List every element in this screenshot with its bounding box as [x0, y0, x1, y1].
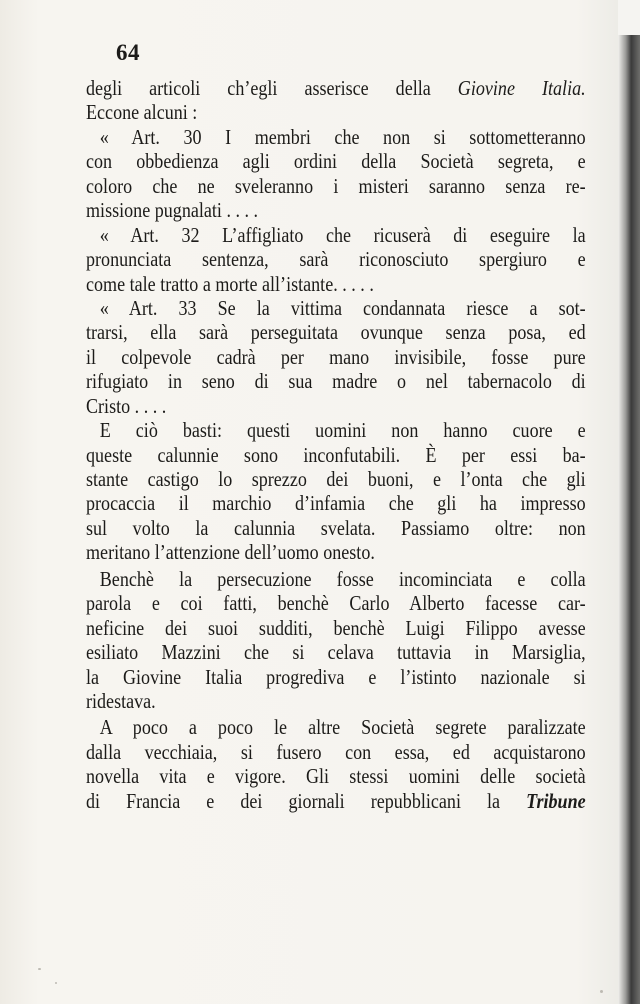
text-line: dalla vecchiaia, si fusero con essa, ed acquistarono: [86, 739, 586, 764]
paragraph-6: [86, 567, 586, 714]
text-line: E ciò basti: questi uomini non hanno cuore e: [99, 418, 586, 443]
text-line: trarsi, ella sarà perseguitata ovunque senza posa, ed: [86, 320, 586, 345]
text-line: coloro che ne sveleranno i misteri saranno senza re-: [86, 173, 586, 198]
text-line: Eccone alcuni :: [86, 100, 198, 125]
text-line: stante castigo lo sprezzo dei buoni, e l’onta che gli: [86, 467, 586, 491]
paragraph-5: [86, 418, 586, 565]
text-line: con obbedienza agli ordini della Società segreta, e: [86, 149, 586, 174]
text-line: A poco a poco le altre Società segrete paralizzate: [99, 715, 586, 740]
text-line: sul volto la calunnia svelata. Passiamo oltre: non: [86, 515, 586, 540]
page-edge-shadow: [618, 0, 640, 1004]
page-body-text: [86, 76, 586, 813]
text-line: parola e coi fatti, benchè Carlo Alberto facesse car-: [86, 591, 586, 616]
text-line: Benchè la persecuzione fosse incominciata e colla: [99, 566, 586, 591]
paragraph-4: [86, 296, 586, 418]
text-line: meritano l’attenzione dell’uomo onesto.: [86, 540, 375, 565]
paper-speck: [55, 982, 57, 984]
text-line: esiliato Mazzini che si celava tuttavia in Marsiglia,: [86, 640, 586, 665]
text-line: Cristo . . . .: [86, 393, 167, 418]
text-line: queste calunnie sono inconfutabili. È per essi ba-: [86, 442, 586, 467]
text-line: neficine dei suoi sudditi, benchè Luigi Filippo avesse: [86, 615, 586, 640]
text-line: pronunciata sentenza, sarà riconosciuto spergiuro e: [86, 247, 586, 272]
text-line: come tale tratto a morte all’istante. . . . .: [86, 271, 374, 296]
paper-speck: [38, 968, 41, 970]
paragraph-3: [86, 223, 586, 296]
text-line: procaccia il marchio d’infamia che gli ha impresso: [86, 491, 586, 516]
italic-title: Giovine Italia.: [457, 76, 586, 100]
text-line: il colpevole cadrà per mano invisibile, fosse pure: [86, 344, 586, 369]
page-edge-top: [618, 0, 640, 35]
paragraph-2: [86, 125, 586, 223]
text-line: « Art. 30 I membri che non si sottometteranno: [99, 124, 586, 149]
text-line: rifugiato in seno di sua madre o nel tabernacolo di: [86, 369, 586, 394]
line-text: degli articoli ch’egli asserisce della: [86, 76, 458, 100]
text-line: ridestava.: [86, 688, 156, 713]
text-line: missione pugnalati . . . .: [86, 198, 259, 223]
page-number: 64: [116, 40, 140, 65]
line-text: di Francia e dei giornali repubblicani la: [86, 788, 527, 813]
text-line: [86, 76, 586, 100]
text-line: la Giovine Italia progrediva e l’istinto nazionale si: [86, 664, 586, 689]
text-line: « Art. 32 L’affigliato che ricuserà di eseguire la: [99, 222, 586, 247]
text-line: [86, 789, 586, 813]
text-line: novella vita e vigore. Gli stessi uomini delle società: [86, 764, 586, 789]
paragraph-7: [86, 715, 586, 813]
text-line: « Art. 33 Se la vittima condannata riesce a sot-: [99, 295, 586, 320]
paper-speck: [600, 990, 603, 993]
paragraph-1: [86, 76, 586, 125]
italic-title: Tribune: [526, 788, 586, 813]
